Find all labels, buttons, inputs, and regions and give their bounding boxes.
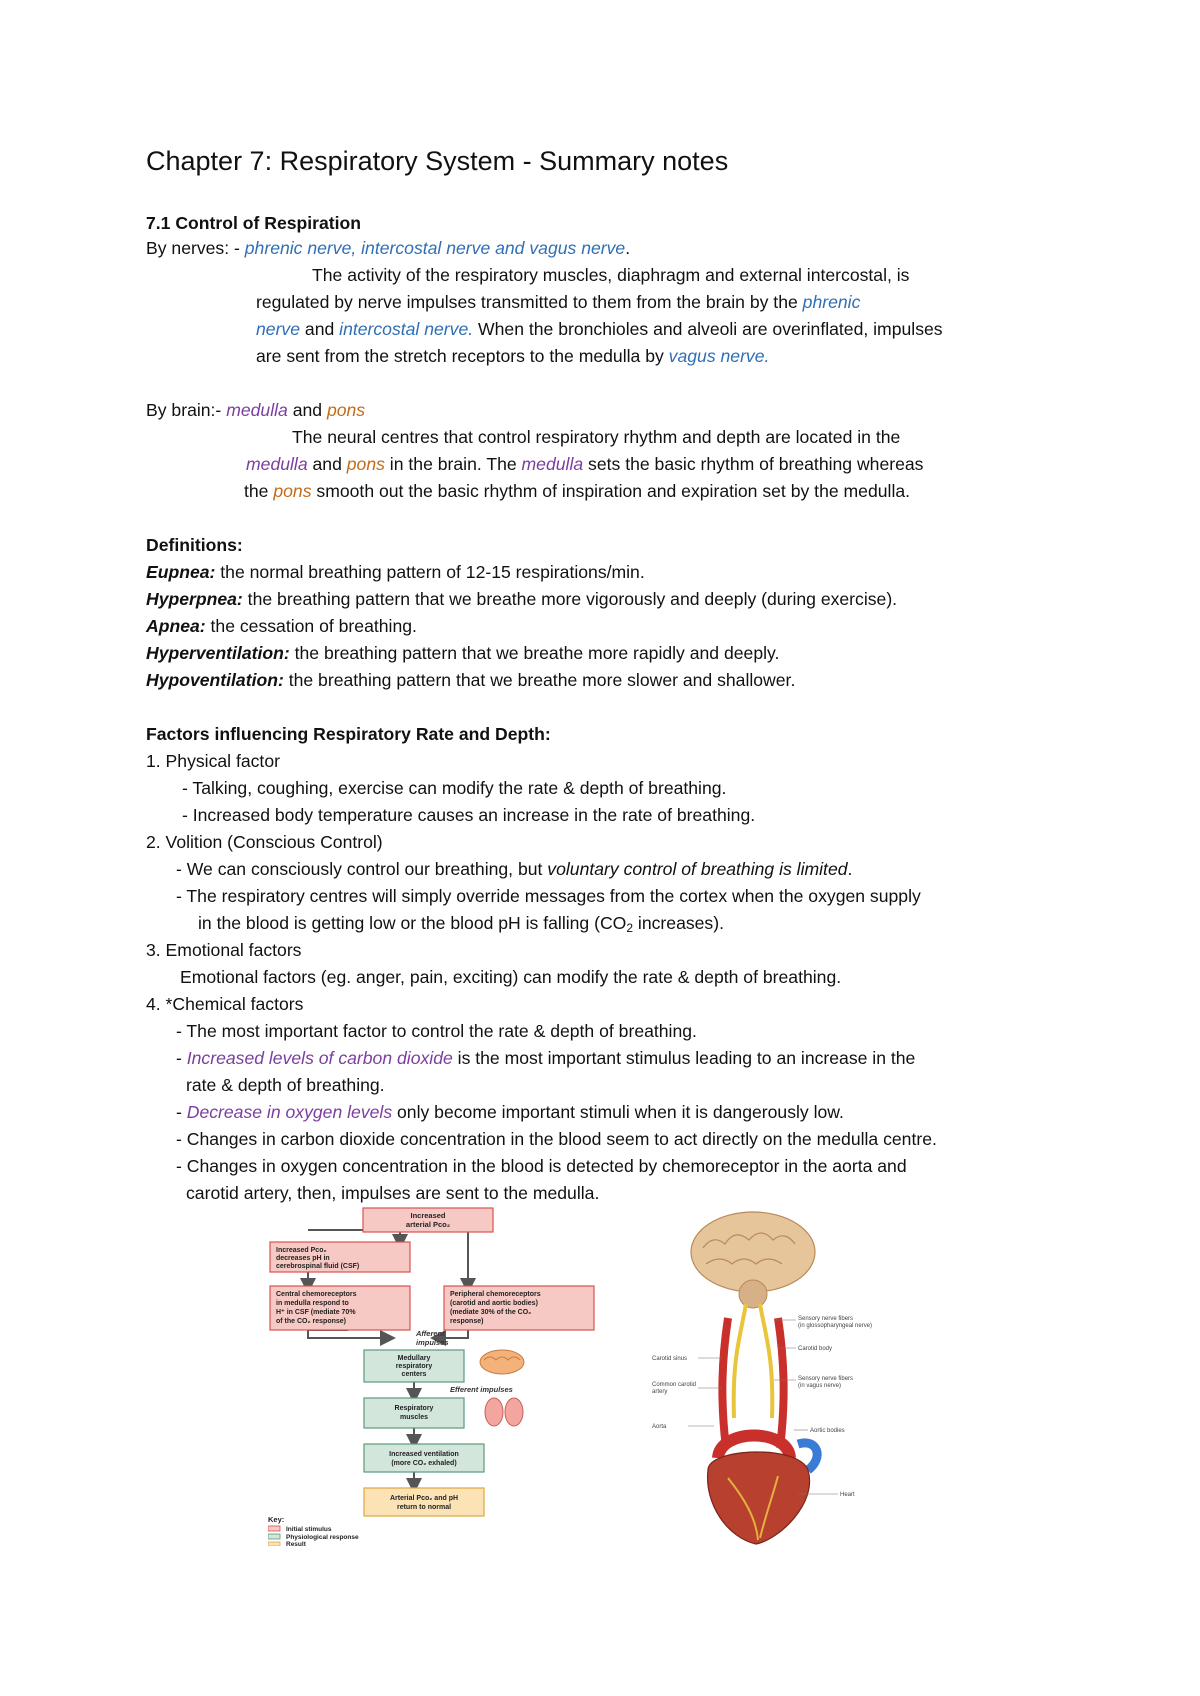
figure-label: Peripheral chemoreceptors — [450, 1291, 541, 1298]
text-span: - — [176, 1048, 187, 1068]
nerves-list-end: . — [625, 238, 631, 258]
emphasis: Decrease in oxygen levels — [186, 1102, 393, 1122]
paragraph-line: The activity of the respiratory muscles, diaphragm and external intercostal, is — [312, 265, 910, 285]
text-span: . — [847, 859, 853, 879]
text-span: and — [287, 400, 327, 420]
text-span: are sent from the stretch receptors to the medulla by — [256, 346, 669, 366]
figure-label: Result — [286, 1541, 306, 1546]
page-title: Chapter 7: Respiratory System - Summary notes — [146, 146, 729, 176]
figure-label: return to normal — [396, 1504, 452, 1511]
brain-line — [146, 398, 365, 422]
factor-point: - Talking, coughing, exercise can modify the rate & depth of breathing. — [182, 778, 727, 798]
anatomy-label: Common carotid — [652, 1382, 697, 1388]
figure-label: arterial Pco₂ — [405, 1220, 451, 1229]
factor-point: - Increased body temperature causes an increase in the rate of breathing. — [182, 805, 756, 825]
definition-text: the breathing pattern that we breathe more rapidly and deeply. — [289, 643, 780, 663]
nerves-list: phrenic nerve, intercostal nerve and vagus nerve — [244, 238, 626, 258]
definition-text: the cessation of breathing. — [205, 616, 417, 636]
definition-text: the normal breathing pattern of 12-15 respirations/min. — [215, 562, 645, 582]
brain-icon — [480, 1350, 524, 1374]
figure-label: in medulla respond to — [276, 1300, 349, 1307]
figure-label: (more CO₂ exhaled) — [391, 1460, 457, 1467]
text-span: the — [244, 481, 274, 501]
factor-title: 3. Emotional factors — [146, 940, 302, 960]
figure-label: Increased Pco₂ — [276, 1247, 327, 1254]
emphasis: voluntary control of breathing is limited — [547, 859, 848, 879]
anatomy-label: Carotid body — [798, 1346, 833, 1352]
paragraph-line — [256, 317, 943, 341]
figure-label: of the CO₂ response) — [276, 1318, 347, 1325]
factor-point: - Changes in carbon dioxide concentration in the blood seem to act directly on the medulla centre. — [176, 1129, 937, 1149]
section-heading: 7.1 Control of Respiration — [146, 213, 362, 233]
figure-label: Central chemoreceptors — [276, 1291, 357, 1298]
term-nerve: nerve — [256, 319, 301, 339]
flowchart-key — [268, 1515, 359, 1546]
definition-item — [146, 668, 795, 692]
factor-point — [176, 1100, 844, 1124]
factor-point: rate & depth of breathing. — [186, 1075, 385, 1095]
term-phrenic: phrenic — [802, 292, 861, 312]
factor-title: 2. Volition (Conscious Control) — [146, 832, 383, 852]
factor-point: Emotional factors (eg. anger, pain, exciting) can modify the rate & depth of breathing. — [180, 967, 842, 987]
term-medulla: medulla — [521, 454, 584, 474]
paragraph-line — [244, 479, 910, 503]
factor-point: - Changes in oxygen concentration in the blood is detected by chemoreceptor in the aorta and — [176, 1156, 907, 1176]
anatomy-label: Sensory nerve fibers — [798, 1316, 854, 1322]
nerves-label: By nerves: - — [146, 238, 245, 258]
definition-term: Hypoventilation: — [146, 670, 284, 690]
box-return-to-normal — [364, 1488, 484, 1516]
term-intercostal: intercostal nerve. — [339, 319, 474, 339]
box-csf-ph — [270, 1242, 410, 1272]
anatomy-label: artery — [652, 1389, 668, 1395]
term-pons: pons — [326, 400, 366, 420]
factor-point: - The respiratory centres will simply override messages from the cortex when the oxygen supply — [176, 886, 921, 906]
box-increased-pco2 — [363, 1208, 493, 1232]
term-medulla: medulla — [226, 400, 288, 420]
definition-item — [146, 641, 779, 665]
anatomy-label: Aortic bodies — [810, 1428, 845, 1434]
figure-label: centers — [401, 1371, 427, 1378]
figure-label: Arterial Pco₂ and pH — [389, 1495, 459, 1502]
figure-label: Respiratory — [394, 1405, 434, 1412]
text-span: only become important stimuli when it is dangerously low. — [392, 1102, 844, 1122]
term-pons: pons — [346, 454, 385, 474]
figure-label: cerebrospinal fluid (CSF) — [276, 1263, 360, 1270]
anatomy-label: (in vagus nerve) — [798, 1383, 842, 1389]
paragraph-line — [246, 452, 923, 476]
box-central-chemoreceptors — [270, 1286, 410, 1330]
definition-text: the breathing pattern that we breathe more vigorously and deeply (during exercise). — [242, 589, 898, 609]
figure-label: muscles — [399, 1414, 429, 1421]
text-span: - We can consciously control our breathing, but — [176, 859, 548, 879]
box-medullary-centers — [364, 1350, 464, 1382]
figure-label: (mediate 30% of the CO₂ — [450, 1309, 532, 1316]
definition-item — [146, 560, 645, 584]
figure-label: Increased ventilation — [389, 1451, 459, 1458]
figure-label: response) — [450, 1318, 484, 1325]
figure-label: respiratory — [395, 1363, 433, 1370]
box-respiratory-muscles — [364, 1398, 464, 1428]
text-span: in the brain. The — [384, 454, 522, 474]
definition-term: Apnea: — [146, 616, 206, 636]
subscript: 2 — [626, 921, 634, 935]
anatomy-label: (in glossopharyngeal nerve) — [798, 1323, 873, 1329]
factor-title: 1. Physical factor — [146, 751, 280, 771]
definition-text: the breathing pattern that we breathe more slower and shallower. — [283, 670, 796, 690]
anatomy-label: Aorta — [652, 1424, 667, 1430]
text-span: increases). — [633, 913, 724, 933]
paragraph-line: The neural centres that control respiratory rhythm and depth are located in the — [292, 427, 901, 447]
figure-label: Initial stimulus — [286, 1526, 332, 1533]
term-medulla: medulla — [246, 454, 308, 474]
factor-point — [198, 911, 724, 940]
text-span: and — [300, 319, 340, 339]
afferent-label: Afferent — [416, 1329, 445, 1338]
figure-label: Physiological response — [286, 1534, 359, 1541]
text-span: When the bronchioles and alveoli are overinflated, impulses — [473, 319, 943, 339]
text-span: smooth out the basic rhythm of inspiration and expiration set by the medulla. — [311, 481, 911, 501]
paragraph-line — [256, 344, 769, 368]
box-increased-ventilation — [364, 1444, 484, 1472]
brain-label: By brain:- — [146, 400, 227, 420]
factors-heading: Factors influencing Respiratory Rate and Depth: — [146, 724, 551, 744]
definitions-heading: Definitions: — [146, 535, 243, 555]
figure-label: H⁺ in CSF (mediate 70% — [276, 1309, 356, 1316]
nerves-line — [146, 236, 630, 260]
box-peripheral-chemoreceptors — [444, 1286, 594, 1330]
chemoreceptor-flowchart — [268, 1206, 648, 1546]
brain-heart-anatomy-illustration — [648, 1208, 922, 1548]
definition-item — [146, 587, 897, 611]
anatomy-label: Carotid sinus — [652, 1356, 688, 1362]
figure-label: decreases pH in — [276, 1255, 330, 1262]
text-span: and — [307, 454, 347, 474]
definition-term: Hyperpnea: — [146, 589, 243, 609]
efferent-label: Efferent impulses — [450, 1385, 513, 1394]
emphasis: Increased levels of carbon dioxide — [186, 1048, 453, 1068]
factor-point: - The most important factor to control the rate & depth of breathing. — [176, 1021, 697, 1041]
anatomy-label: Heart — [840, 1492, 855, 1498]
text-span: regulated by nerve impulses transmitted to them from the brain by the — [256, 292, 803, 312]
lungs-icon — [485, 1398, 523, 1426]
figure-label: Increased — [410, 1211, 446, 1220]
definition-term: Hyperventilation: — [146, 643, 290, 663]
paragraph-line — [256, 290, 860, 314]
definition-term: Eupnea: — [146, 562, 216, 582]
text-span: sets the basic rhythm of breathing whereas — [583, 454, 924, 474]
definition-item — [146, 614, 417, 638]
afferent-label: impulses — [416, 1338, 449, 1347]
factor-point — [176, 857, 852, 881]
term-vagus: vagus nerve. — [668, 346, 770, 366]
factor-point: carotid artery, then, impulses are sent to the medulla. — [186, 1183, 600, 1203]
text-span: is the most important stimulus leading to an increase in the — [452, 1048, 916, 1068]
text-span: in the blood is getting low or the blood pH is falling (CO — [198, 913, 627, 933]
text-span: - — [176, 1102, 187, 1122]
figure-label: Key: — [268, 1515, 285, 1524]
figure-label: Medullary — [397, 1355, 431, 1362]
factor-point — [176, 1046, 915, 1070]
figure-label: (carotid and aortic bodies) — [450, 1300, 538, 1307]
anatomy-label: Sensory nerve fibers — [798, 1376, 854, 1382]
factor-title: 4. *Chemical factors — [146, 994, 304, 1014]
term-pons: pons — [273, 481, 312, 501]
